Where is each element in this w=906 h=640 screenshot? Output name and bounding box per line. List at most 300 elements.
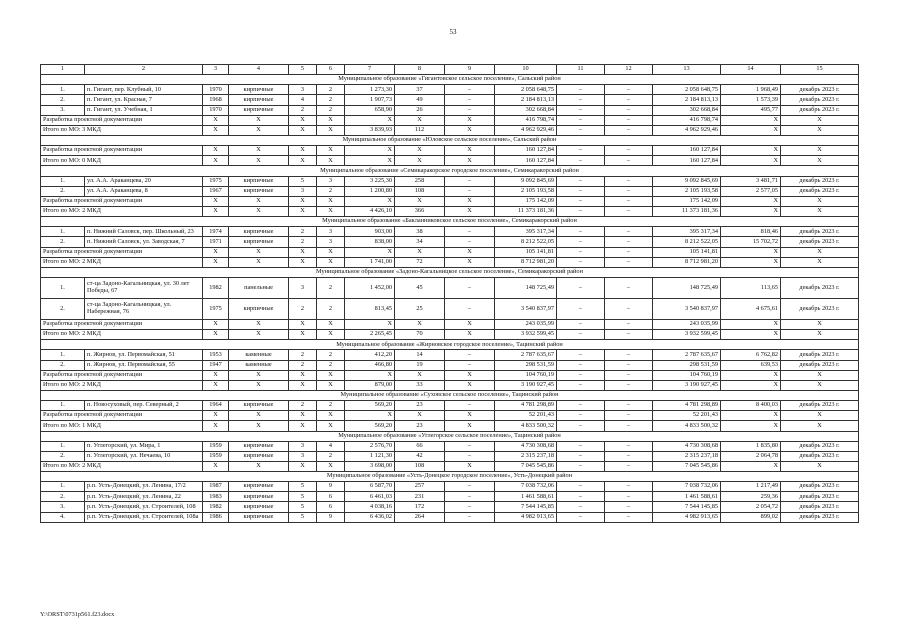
table-cell: Х xyxy=(345,196,395,206)
table-cell: Х xyxy=(229,115,289,125)
table-cell: 2 184 813,13 xyxy=(495,95,557,105)
table-cell: Х xyxy=(781,319,859,329)
table-cell: – xyxy=(445,95,495,105)
table-cell: 4 730 308,68 xyxy=(495,441,557,451)
table-cell: 2 064,78 xyxy=(721,451,781,461)
table-cell: 1 217,49 xyxy=(721,482,781,492)
table-cell: 1968 xyxy=(203,95,229,105)
summary-row xyxy=(41,125,859,135)
table-cell: – xyxy=(605,350,653,360)
table-cell: Х xyxy=(395,146,445,156)
table-cell: – xyxy=(557,115,605,125)
table-cell: 8 712 981,20 xyxy=(495,257,557,267)
summary-label: Разработка проектной документации xyxy=(41,411,203,421)
table-cell: 1 121,30 xyxy=(345,451,395,461)
table-cell: 818,46 xyxy=(721,227,781,237)
table-cell: 160 127,84 xyxy=(653,156,721,166)
table-cell: 4 730 308,68 xyxy=(653,441,721,451)
table-cell: – xyxy=(445,277,495,298)
table-cell: 4 781 298,89 xyxy=(495,401,557,411)
table-cell: 9 092 845,69 xyxy=(495,176,557,186)
table-cell: – xyxy=(445,482,495,492)
table-cell: – xyxy=(605,105,653,115)
address-cell: п. Гигант, пер. Клубный, 10 xyxy=(85,85,203,95)
table-cell: 4 833 500,32 xyxy=(653,421,721,431)
table-cell: – xyxy=(557,227,605,237)
table-cell: 1982 xyxy=(203,277,229,298)
summary-row xyxy=(41,319,859,329)
municipality-section-row xyxy=(41,75,859,85)
column-number-cell: 1 xyxy=(41,65,85,75)
column-number-cell: 3 xyxy=(203,65,229,75)
table-cell: Х xyxy=(721,247,781,257)
table-cell: Х xyxy=(229,247,289,257)
page-number: 53 xyxy=(449,28,457,36)
table-cell: – xyxy=(445,512,495,522)
table-cell: 11 373 181,36 xyxy=(653,206,721,216)
summary-label: Итого по МО: 2 МКД xyxy=(41,206,203,216)
table-cell: – xyxy=(605,85,653,95)
summary-label: Итого по МО: 2 МКД xyxy=(41,461,203,471)
table-cell: Х xyxy=(721,125,781,135)
table-cell: 416 798,74 xyxy=(653,115,721,125)
table-cell: 298 531,59 xyxy=(653,360,721,370)
table-cell: – xyxy=(557,370,605,380)
table-cell: кирпичные xyxy=(229,512,289,522)
table-cell: 2 xyxy=(289,237,317,247)
table-cell: – xyxy=(557,176,605,186)
municipality-title: Муниципальное образование «Усть-Донецкое городское поселение», Усть-Донецкий район xyxy=(41,472,859,482)
table-cell: 3 932 599,45 xyxy=(653,330,721,340)
summary-row xyxy=(41,421,859,431)
table-cell: 1. xyxy=(41,350,85,360)
summary-row xyxy=(41,247,859,257)
table-cell: 2 xyxy=(317,360,345,370)
table-cell: 2 xyxy=(289,350,317,360)
table-cell: 1 273,30 xyxy=(345,85,395,95)
table-cell: 7 045 545,86 xyxy=(495,461,557,471)
table-cell: 175 142,09 xyxy=(653,196,721,206)
column-number-header-row xyxy=(41,65,859,75)
table-cell: – xyxy=(557,257,605,267)
summary-row xyxy=(41,380,859,390)
summary-row xyxy=(41,330,859,340)
address-cell: ул. А.А. Араканцева, 20 xyxy=(85,176,203,186)
address-cell: п. Нижний Саловск, ул. Заводская, 7 xyxy=(85,237,203,247)
table-cell: 5 xyxy=(289,502,317,512)
table-cell: Х xyxy=(229,330,289,340)
municipality-section-row xyxy=(41,267,859,277)
municipality-section-row xyxy=(41,340,859,350)
table-cell: – xyxy=(557,156,605,166)
column-number-cell: 5 xyxy=(289,65,317,75)
table-cell: Х xyxy=(345,156,395,166)
table-cell: 257 xyxy=(395,482,445,492)
table-cell: Х xyxy=(781,421,859,431)
address-cell: ст-ца Задоно-Кагальницкая, ул. 30 лет Победы, 67 xyxy=(85,277,203,298)
building-row xyxy=(41,95,859,105)
municipality-title: Муниципальное образование «Жирновское городское поселение», Тацинский район xyxy=(41,340,859,350)
table-cell: 7 038 732,06 xyxy=(495,482,557,492)
table-cell: – xyxy=(605,319,653,329)
municipality-section-row xyxy=(41,135,859,145)
table-cell: – xyxy=(605,330,653,340)
table-cell: 1964 xyxy=(203,401,229,411)
table-cell: Х xyxy=(289,247,317,257)
table-cell: 259,36 xyxy=(721,492,781,502)
table-cell: – xyxy=(445,451,495,461)
building-row xyxy=(41,401,859,411)
table-cell: – xyxy=(605,206,653,216)
table-cell: Х xyxy=(317,156,345,166)
table-cell: 2 184 813,13 xyxy=(653,95,721,105)
table-cell: 3 839,93 xyxy=(345,125,395,135)
table-cell: 258 xyxy=(395,176,445,186)
table-cell: 6 xyxy=(317,492,345,502)
table-cell: Х xyxy=(721,421,781,431)
table-cell: 1975 xyxy=(203,176,229,186)
table-cell: Х xyxy=(721,319,781,329)
table-cell: 5 xyxy=(289,176,317,186)
table-cell: 1. xyxy=(41,277,85,298)
table-cell: 899,02 xyxy=(721,512,781,522)
table-cell: 3 xyxy=(317,176,345,186)
table-cell: 3 xyxy=(289,186,317,196)
table-cell: 2 058 648,75 xyxy=(495,85,557,95)
table-cell: Х xyxy=(203,115,229,125)
summary-label: Разработка проектной документации xyxy=(41,146,203,156)
table-cell: Х xyxy=(721,257,781,267)
table-cell: 42 xyxy=(395,451,445,461)
table-cell: 1 200,80 xyxy=(345,186,395,196)
building-row xyxy=(41,512,859,522)
table-cell: 7 544 145,85 xyxy=(495,502,557,512)
table-cell: – xyxy=(445,492,495,502)
table-cell: Х xyxy=(345,146,395,156)
table-cell: 2. xyxy=(41,451,85,461)
table-cell: Х xyxy=(445,411,495,421)
table-cell: 5 xyxy=(289,492,317,502)
table-cell: – xyxy=(557,411,605,421)
address-cell: р.п. Усть-Донецкий, ул. Ленина, 17/2 xyxy=(85,482,203,492)
table-cell: Х xyxy=(203,380,229,390)
table-cell: 639,53 xyxy=(721,360,781,370)
table-cell: 4 982 913,65 xyxy=(495,512,557,522)
table-cell: 4 833 500,32 xyxy=(495,421,557,431)
table-cell: Х xyxy=(395,115,445,125)
table-cell: панельные xyxy=(229,277,289,298)
table-cell: Х xyxy=(445,330,495,340)
table-cell: Х xyxy=(781,247,859,257)
table-cell: 2 xyxy=(317,95,345,105)
table-cell: 6 587,70 xyxy=(345,482,395,492)
table-cell: 4 982 913,65 xyxy=(653,512,721,522)
table-cell: – xyxy=(445,85,495,95)
table-cell: декабрь 2023 г. xyxy=(781,105,859,115)
table-cell: 2 xyxy=(289,105,317,115)
table-cell: – xyxy=(605,146,653,156)
table-cell: 7 038 732,06 xyxy=(653,482,721,492)
table-cell: Х xyxy=(317,247,345,257)
address-cell: п. Углегорский, ул. Нечаева, 10 xyxy=(85,451,203,461)
table-cell: декабрь 2023 г. xyxy=(781,512,859,522)
table-cell: 1986 xyxy=(203,512,229,522)
building-row xyxy=(41,482,859,492)
table-cell: 26 xyxy=(395,105,445,115)
table-cell: – xyxy=(557,186,605,196)
table-cell: – xyxy=(557,196,605,206)
table-cell: Х xyxy=(289,380,317,390)
table-cell: 2 105 193,58 xyxy=(495,186,557,196)
table-cell: 813,45 xyxy=(345,298,395,319)
table-cell: – xyxy=(557,380,605,390)
table-cell: 2 xyxy=(317,350,345,360)
table-cell: кирпичные xyxy=(229,85,289,95)
table-cell: декабрь 2023 г. xyxy=(781,176,859,186)
table-cell: 1 452,00 xyxy=(345,277,395,298)
table-cell: – xyxy=(605,512,653,522)
table-cell: 2 315 237,18 xyxy=(653,451,721,461)
table-cell: 3 xyxy=(289,441,317,451)
table-cell: Х xyxy=(445,156,495,166)
table-cell: Х xyxy=(445,319,495,329)
table-cell: декабрь 2023 г. xyxy=(781,502,859,512)
summary-row xyxy=(41,146,859,156)
building-row xyxy=(41,105,859,115)
table-cell: Х xyxy=(781,461,859,471)
table-cell: Х xyxy=(203,330,229,340)
table-cell: – xyxy=(605,186,653,196)
summary-label: Итого по МО: 2 МКД xyxy=(41,380,203,390)
table-cell: Х xyxy=(445,380,495,390)
table-cell: 1959 xyxy=(203,451,229,461)
building-row xyxy=(41,298,859,319)
table-cell: декабрь 2023 г. xyxy=(781,401,859,411)
summary-label: Итого по МО: 2 МКД xyxy=(41,257,203,267)
table-cell: 1974 xyxy=(203,227,229,237)
table-cell: Х xyxy=(781,411,859,421)
summary-label: Разработка проектной документации xyxy=(41,196,203,206)
table-cell: Х xyxy=(345,247,395,257)
column-number-cell: 9 xyxy=(445,65,495,75)
municipality-title: Муниципальное образование «Задоно-Кагальницкое сельское поселение», Семикаракорский район xyxy=(41,267,859,277)
column-number-cell: 6 xyxy=(317,65,345,75)
table-cell: 6 436,02 xyxy=(345,512,395,522)
table-cell: 2 577,05 xyxy=(721,186,781,196)
table-cell: Х xyxy=(317,196,345,206)
table-cell: Х xyxy=(395,247,445,257)
table-cell: 148 725,49 xyxy=(653,277,721,298)
table-cell: декабрь 2023 г. xyxy=(781,298,859,319)
table-cell: Х xyxy=(445,247,495,257)
table-cell: 1 461 588,61 xyxy=(653,492,721,502)
table-cell: 2 054,72 xyxy=(721,502,781,512)
table-cell: – xyxy=(445,441,495,451)
table-cell: Х xyxy=(289,115,317,125)
table-cell: 19 xyxy=(395,360,445,370)
table-cell: Х xyxy=(395,411,445,421)
table-cell: декабрь 2023 г. xyxy=(781,451,859,461)
table-cell: декабрь 2023 г. xyxy=(781,492,859,502)
table-cell: 298 531,59 xyxy=(495,360,557,370)
table-cell: – xyxy=(557,441,605,451)
table-cell: 104 760,19 xyxy=(653,370,721,380)
table-cell: Х xyxy=(317,461,345,471)
table-cell: Х xyxy=(229,146,289,156)
table-cell: 1970 xyxy=(203,85,229,95)
table-cell: – xyxy=(557,85,605,95)
table-cell: 148 725,49 xyxy=(495,277,557,298)
table-cell: Х xyxy=(317,115,345,125)
table-cell: – xyxy=(605,461,653,471)
table-cell: 3 xyxy=(289,85,317,95)
address-cell: п. Жирнов, ул. Первомайская, 51 xyxy=(85,350,203,360)
table-cell: Х xyxy=(289,206,317,216)
table-cell: 105 141,81 xyxy=(495,247,557,257)
table-cell: Х xyxy=(781,156,859,166)
building-row xyxy=(41,227,859,237)
table-cell: 395 317,34 xyxy=(653,227,721,237)
table-cell: Х xyxy=(229,380,289,390)
table-cell: 9 092 845,69 xyxy=(653,176,721,186)
table-cell: – xyxy=(557,237,605,247)
table-cell: Х xyxy=(289,196,317,206)
table-cell: – xyxy=(557,125,605,135)
table-cell: 160 127,84 xyxy=(653,146,721,156)
table-cell: – xyxy=(445,401,495,411)
column-number-cell: 2 xyxy=(85,65,203,75)
table-cell: 4 962 929,46 xyxy=(495,125,557,135)
table-cell: – xyxy=(445,105,495,115)
table-cell: 160 127,84 xyxy=(495,146,557,156)
municipality-section-row xyxy=(41,431,859,441)
table-cell: Х xyxy=(317,421,345,431)
table-cell: Х xyxy=(445,196,495,206)
table-cell: 112 xyxy=(395,125,445,135)
building-row xyxy=(41,502,859,512)
building-row xyxy=(41,441,859,451)
table-cell: 412,20 xyxy=(345,350,395,360)
table-body xyxy=(41,65,859,523)
column-number-cell: 15 xyxy=(781,65,859,75)
table-cell: Х xyxy=(203,421,229,431)
table-cell: Х xyxy=(781,146,859,156)
table-cell: 25 xyxy=(395,298,445,319)
table-cell: 104 760,19 xyxy=(495,370,557,380)
table-cell: Х xyxy=(781,115,859,125)
table-cell: Х xyxy=(203,461,229,471)
table-cell: Х xyxy=(317,330,345,340)
table-cell: 302 668,84 xyxy=(495,105,557,115)
address-cell: р.п. Усть-Донецкий, ул. Ленина, 22 xyxy=(85,492,203,502)
table-cell: Х xyxy=(317,206,345,216)
table-cell: кирпичные xyxy=(229,451,289,461)
table-cell: 2. xyxy=(41,298,85,319)
table-cell: 2. xyxy=(41,360,85,370)
table-cell: Х xyxy=(345,319,395,329)
table-cell: – xyxy=(605,95,653,105)
table-cell: кирпичные xyxy=(229,95,289,105)
table-cell: 2 058 648,75 xyxy=(653,85,721,95)
table-cell: декабрь 2023 г. xyxy=(781,186,859,196)
table-cell: Х xyxy=(229,319,289,329)
table-cell: 5 xyxy=(289,512,317,522)
table-cell: Х xyxy=(289,257,317,267)
building-row xyxy=(41,277,859,298)
table-cell: кирпичные xyxy=(229,441,289,451)
table-cell: кирпичные xyxy=(229,492,289,502)
table-cell: декабрь 2023 г. xyxy=(781,360,859,370)
table-cell: – xyxy=(605,411,653,421)
table-cell: Х xyxy=(721,380,781,390)
table-cell: Х xyxy=(289,330,317,340)
table-cell: 302 668,84 xyxy=(653,105,721,115)
summary-row xyxy=(41,115,859,125)
table-cell: кирпичные xyxy=(229,298,289,319)
column-number-cell: 7 xyxy=(345,65,395,75)
table-cell: 52 201,43 xyxy=(653,411,721,421)
municipality-section-row xyxy=(41,166,859,176)
table-cell: 658,90 xyxy=(345,105,395,115)
table-cell: кирпичные xyxy=(229,105,289,115)
table-cell: – xyxy=(605,156,653,166)
table-cell: 1. xyxy=(41,176,85,186)
table-cell: – xyxy=(605,115,653,125)
table-cell: – xyxy=(557,247,605,257)
table-cell: – xyxy=(605,237,653,247)
table-cell: 45 xyxy=(395,277,445,298)
table-cell: 1953 xyxy=(203,350,229,360)
table-cell: 3 481,71 xyxy=(721,176,781,186)
table-cell: Х xyxy=(445,421,495,431)
table-cell: 569,20 xyxy=(345,421,395,431)
address-cell: п. Нижний Саловск, пер. Школьный, 23 xyxy=(85,227,203,237)
table-cell: Х xyxy=(289,461,317,471)
table-cell: 172 xyxy=(395,502,445,512)
table-cell: – xyxy=(445,502,495,512)
address-cell: п. Углегорский, ул. Мира, 1 xyxy=(85,441,203,451)
building-row xyxy=(41,350,859,360)
table-cell: 2 xyxy=(317,105,345,115)
column-number-cell: 13 xyxy=(653,65,721,75)
table-cell: Х xyxy=(203,370,229,380)
table-cell: – xyxy=(557,502,605,512)
table-cell: Х xyxy=(721,411,781,421)
table-cell: 2. xyxy=(41,95,85,105)
table-cell: Х xyxy=(781,380,859,390)
table-cell: 52 201,43 xyxy=(495,411,557,421)
address-cell: р.п. Усть-Донецкий, ул. Строителей, 108 xyxy=(85,502,203,512)
table-cell: 49 xyxy=(395,95,445,105)
table-cell: Х xyxy=(721,146,781,156)
table-cell: Х xyxy=(203,196,229,206)
building-row xyxy=(41,237,859,247)
table-cell: Х xyxy=(229,156,289,166)
municipality-section-row xyxy=(41,217,859,227)
summary-row xyxy=(41,370,859,380)
table-cell: 466,80 xyxy=(345,360,395,370)
table-cell: 2 xyxy=(317,85,345,95)
table-cell: 105 141,81 xyxy=(653,247,721,257)
municipality-title: Муниципальное образование «Углегорское сельское поселение», Тацинский район xyxy=(41,431,859,441)
table-cell: Х xyxy=(229,206,289,216)
column-number-cell: 4 xyxy=(229,65,289,75)
table-cell: 1 573,39 xyxy=(721,95,781,105)
table-cell: 3 225,30 xyxy=(345,176,395,186)
table-cell: 2 787 635,67 xyxy=(495,350,557,360)
table-cell: кирпичные xyxy=(229,401,289,411)
table-cell: – xyxy=(605,277,653,298)
